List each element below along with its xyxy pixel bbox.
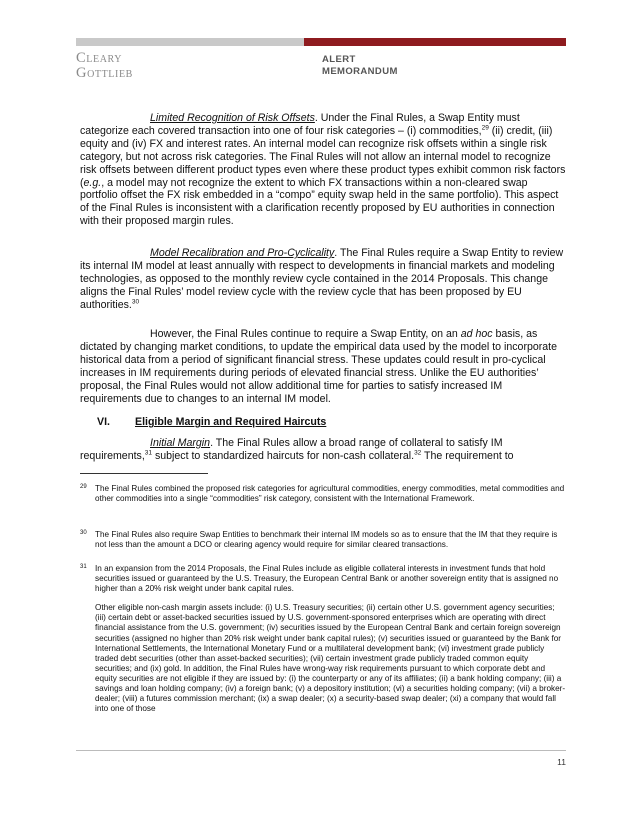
paragraph-text: , a model may not recognize the extent to which FX transactions within a non-cleared swap portfolio offset the FX risk embedded in a “compo” equity swap held in the same portfolio). This aspect of the Final Rules is inconsistent with a clarification recently proposed by EU authorities in connection with their proposed margin rules. [80,176,559,228]
paragraph-text: . Under the Final Rules, a Swap Entity must categorize each covered transaction into one of four risk categories – (i) commodities, [80,112,520,137]
emphasis-text: e.g. [83,176,102,189]
footnote-separator [80,473,208,474]
paragraph-text: . The Final Rules require a Swap Entity to review its internal IM model at least annually with respect to developments in financial markets and modeling technologies, as opposed to the monthly review cycle contained in the 2014 Proposals. This change aligns the Final Rules’ model review cycle with the review cycle that has been proposed by EU authorities. [80,247,564,311]
footnote-text: The Final Rules combined the proposed risk categories for agricultural commodities, energy commodities, metal commodities and other commodities into a single “commodities” risk category, consistent with the International Framework. [95,484,565,504]
paragraph-heading: Limited Recognition of Risk Offsets [150,112,315,124]
logo-line-1: Cleary [76,50,123,66]
paragraph-initial-margin [80,437,566,463]
logo-line-2: Gottlieb [76,65,133,81]
footnote-ref[interactable]: 30 [131,298,140,306]
footnote-text: The Final Rules also require Swap Entities to benchmark their internal IM models so as to ensure that the IM that they require is not less than the amount a DCO or clearing agency would require for similar cleared transactions. [95,530,558,550]
document-type-label [322,54,398,78]
paragraph-text: (ii) credit, (iii) equity and (iv) FX and interest rates. An internal model can recognize risk offsets within a single risk category, but not across risk categories. The Final Rules will not allow an internal model to recognize risk offsets between different product types even where these product types exhibit common risk factors ( [80,124,566,189]
paragraph-model-recalibration [80,247,566,312]
footnote-number: 30 [80,530,87,536]
footnote-30 [80,530,566,559]
footnote-ref[interactable]: 29 [481,124,489,132]
firm-logo [76,51,133,81]
alert-label: ALERT [322,54,356,65]
memorandum-label: MEMORANDUM [322,66,398,77]
emphasis-text: ad hoc [460,328,493,340]
page-number: 11 [557,757,566,767]
paragraph-risk-offsets [80,112,566,228]
footnote-text: Other eligible non-cash margin assets include: (i) U.S. Treasury securities; (ii) certain other U.S. government agency securities; (iii) certain debt or asset-backed securities issued by U.S. government-sponsored enterprises which are operating with direct financial assistance from the U.S. government; (iv) securities issued by the European Central Bank and certain foreign sovereign securities (assigned no higher than 20% risk weight under bank capital rules); (v) securities issued or guaranteed by the Bank for International Settlements, the International Monetary Fund or a multilateral development bank; (vi) investment grade publicly traded debt securities (other than asset-backed securities); (vii) certain investment grade publicly traded common equity securities; and (ix) gold. In addition, the Final Rules have wrong-way risk requirements pursuant to which corporate debt and equity securities are not eligible if they are issued by: (i) the counterparty or any of its affiliates; (ii) a bank holding company; (iii) a savings and loan holding company; (iv) a foreign bank; (v) a depository institution; (vi) a securities holding company; (vii) a broker-dealer; (viii) a futures commission merchant; (ix) a swap dealer; (x) a security-based swap dealer; (xi) a company that would fall into one of those [95,603,566,714]
footnote-ref[interactable]: 31 [144,449,153,457]
paragraph-text: basis, as dictated by changing market conditions, to update the empirical data used by the model to incorporate historical data from a period of significant financial stress. These updates could result in pro-cyclical increases in IM requirements during periods of elevated financial stress. Unlike the EU authorities’ proposal, the Final Rules would not allow additional time for parties to satisfy increased IM requirements due to changes to an internal IM model. [80,328,558,405]
footer-divider [76,750,566,751]
paragraph-heading: Initial Margin [150,437,211,449]
footnote-29 [80,484,566,513]
paragraph-text: . The Final Rules allow a broad range of collateral to satisfy IM requirements, [80,437,503,462]
footnote-number: 31 [80,564,87,570]
paragraph-text: subject to standardized haircuts for non-cash collateral. [152,449,415,462]
footnote-number: 29 [80,484,87,490]
header-bar-red [304,38,566,46]
section-title: Eligible Margin and Required Haircuts [135,416,327,428]
header-bar-gray [76,38,304,46]
footnote-text: In an expansion from the 2014 Proposals, the Final Rules include as eligible collateral interests in investment funds that hold securities issued or guaranteed by the U.S. Treasury, the European Central Bank or another sovereign entity that is assigned no higher than a 20% risk weight under bank capital rules. [95,564,559,594]
section-number: VI. [97,416,110,428]
section-heading [97,416,326,428]
footnote-ref[interactable]: 32 [414,449,422,457]
paragraph-ad-hoc-updates [80,328,566,405]
footnote-31 [80,564,566,723]
paragraph-text: However, the Final Rules continue to require a Swap Entity, on an [150,328,461,340]
paragraph-heading: Model Recalibration and Pro-Cyclicality [150,247,335,259]
paragraph-text: The requirement to [421,449,514,462]
